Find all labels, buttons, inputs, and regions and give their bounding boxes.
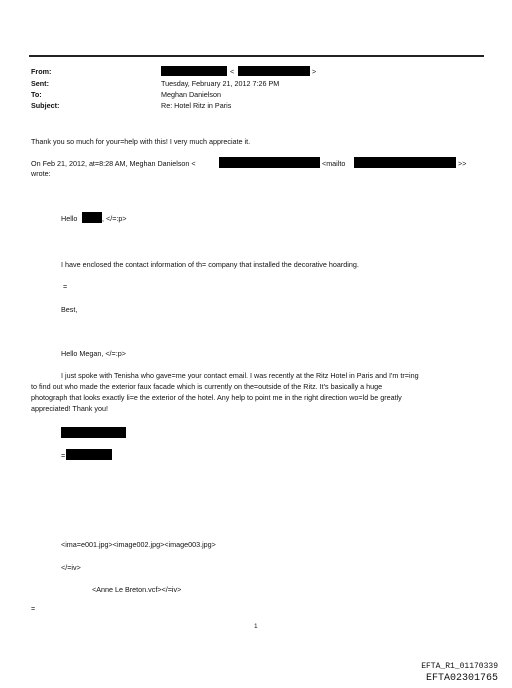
div-close-tag: </=iv> [61,563,81,572]
redaction-signature-2 [66,449,112,460]
vcf-attachment: <Anne Le Breton.vcf></=iv> [92,585,182,594]
hello-greeting: Hello [61,214,78,223]
from-label: From: [31,67,52,76]
quote-intro: On Feb 21, 2012, at=8:28 AM, Meghan Danielson < [31,159,196,168]
quote-mailto-close: >> [458,159,467,168]
page-number: 1 [254,623,258,630]
equals-marker-3: = [31,604,36,613]
sent-value: Tuesday, February 21, 2012 7:26 PM [161,79,280,88]
from-bracket-close: > [312,67,317,76]
to-label: To: [31,90,42,99]
message-line-3: photograph that looks exactly li=e the exterior of the hotel. Any help to point me in the right direction wo=ld be greatly [31,393,402,402]
hello-megan: Hello Megan, </=:p> [61,349,126,358]
hello-greeting-tail: , </=:p> [102,214,127,223]
best-signoff: Best, [61,305,78,314]
equals-marker-1: = [63,282,68,291]
redaction-quote-mailto [354,157,456,168]
to-value: Meghan Danielson [161,90,221,99]
quote-wrote: wrote: [31,169,51,178]
redaction-signature-1 [61,427,126,438]
message-line-2: to find out who made the exterior faux facade which is currently on the=outside of the Ritz. It's basically a huge [31,382,383,391]
sent-label: Sent: [31,79,49,88]
redaction-from-email [238,66,310,76]
subject-label: Subject: [31,101,60,110]
redaction-hello-name [82,212,102,223]
message-line-1: I just spoke with Tenisha who gave=me your contact email. I was recently at the Ritz Hotel in Paris and I'm tr=ing [61,371,419,380]
image-attachments: <ima=e001.jpg><image002.jpg><image003.jpg> [61,540,216,549]
footer-ref-2: EFTA02301765 [425,673,498,684]
equals-marker-2: = [61,451,66,460]
redaction-quote-email [219,157,320,168]
from-bracket-open: < [230,67,235,76]
redaction-from-name [161,66,227,76]
footer-ref-1: EFTA_R1_01170339 [421,662,498,671]
message-line-4: appreciated! Thank you! [31,404,108,413]
quote-mailto: <mailto [322,159,346,168]
thanks-line: Thank you so much for your=help with this! I very much appreciate it. [31,137,251,146]
header-divider [29,55,484,57]
enclosed-line: I have enclosed the contact information of th= company that installed the decorative hoarding. [61,260,359,269]
subject-value: Re: Hotel Ritz in Paris [161,101,232,110]
